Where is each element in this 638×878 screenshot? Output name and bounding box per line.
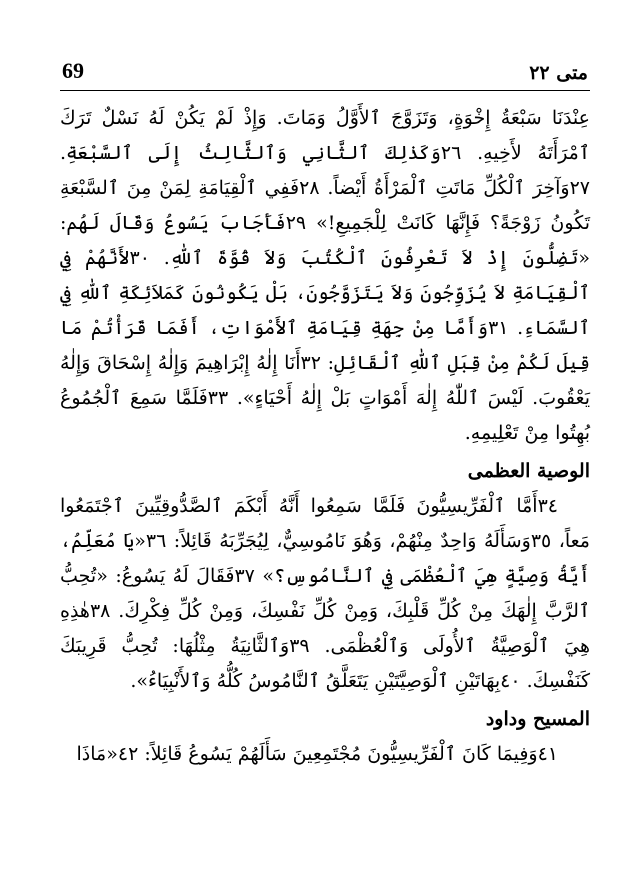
page-header bbox=[60, 58, 590, 91]
running-title: متى ٢٢ bbox=[529, 62, 588, 84]
section-paragraph-great-commandment: ٣٤أَمَّا ٱلْفَرِّيسِيُّونَ فَلَمَّا سَمِعُوا أَنَّهُ أَبْكَمَ ٱلصَّدُّوقِيِّينَ ٱجْتَمَعُوا مَعاً، ٣٥وَسَأَلَهُ وَاحِدٌ مِنْهُمْ، وَهُوَ نَامُوسِيٌّ، لِيُجَرِّبَهُ قَائِلاً: ٣٦«يَا مُعَلِّمُ، أَيَّةُ وَصِيَّةٍ هِيَ ٱلْعُظْمَى فِي ٱلنَّامُوسِ؟» ٣٧فَقَالَ لَهُ يَسُوعُ: «تُحِبُّ ٱلرَّبَّ إِلٰهَكَ مِنْ كُلِّ قَلْبِكَ، وَمِنْ كُلِّ نَفْسِكَ، وَمِنْ كُلِّ فِكْرِكَ. ٣٨هٰذِهِ هِيَ ٱلْوَصِيَّةُ ٱلأُولَى وَٱلْعُظْمَى. ٣٩وَٱلثَّانِيَةُ مِثْلُهَا: تُحِبُّ قَرِيبَكَ كَنَفْسِكَ. ٤٠بِهَاتَيْنِ ٱلْوَصِيَّتَيْنِ يَتَعَلَّقُ ٱلنَّامُوسُ كُلُّهُ وَٱلأَنْبِيَاءُ». bbox=[60, 495, 590, 692]
section-heading-christ-and-david: المسيح وداود bbox=[485, 708, 590, 730]
section-heading-great-commandment: الوصية العظمى bbox=[467, 460, 590, 482]
body-paragraph: عِنْدَنَا سَبْعَةُ إِخْوَةٍ، وَتَزَوَّجَ ٱلأَوَّلُ وَمَاتَ. وَإِذْ لَمْ يَكُنْ لَهُ نَسْلٌ تَرَكَ ٱمْرَأَتَهُ لأَخِيهِ. ٢٦وَكَذٰلِكَ ٱلثَّانِي وَٱلثَّالِثُ إِلَى ٱلسَّبْعَةِ. ٢٧وَآخِرَ ٱلْكُلِّ مَاتَتِ ٱلْمَرْأَةُ أَيْضاً. ٢٨فَفِي ٱلْقِيَامَةِ لِمَنْ مِنَ ٱلسَّبْعَةِ تَكُونُ زَوْجَةً؟ فَإِنَّهَا كَانَتْ لِلْجَمِيعِ!» ٢٩فَأَجَابَ يَسُوعُ وَقَالَ لَهُم: «تَضِلُّونَ إِذْ لاَ تَعْرِفُونَ ٱلْكُتُبَ وَلاَ قُوَّةَ ٱللّٰهِ. ٣٠لأَنَّهُمْ فِي ٱلْقِيَامَةِ لاَ يُزَوِّجُونَ وَلاَ يَتَزَوَّجُونَ، بَلْ يَكُونُونَ كَمَلاَئِكَةِ ٱللّٰهِ فِي ٱلسَّمَاءِ. ٣١وَأَمَّا مِنْ جِهَةِ قِيَامَةِ ٱلأَمْوَاتِ، أَفَمَا قَرَأْتُمْ مَا قِيلَ لَكُمْ مِنْ قِبَلِ ٱللّٰهِ ٱلْقَائِلِ: ٣٢أَنَا إِلٰهُ إِبْرَاهِيمَ وَإِلٰهُ إِسْحَاقَ وَإِلٰهُ يَعْقُوبَ. لَيْسَ ٱللّٰهُ إِلٰهَ أَمْوَاتٍ بَلْ إِلٰهُ أَحْيَاءٍ». ٣٣فَلَمَّا سَمِعَ ٱلْجُمُوعُ بُهِتُوا مِنْ تَعْلِيمِهِ. bbox=[60, 107, 591, 444]
page-content bbox=[60, 101, 590, 772]
page-number: 69 bbox=[62, 58, 84, 83]
section-paragraph-christ-and-david: ٤١وَفِيمَا كَانَ ٱلْفَرِّيسِيُّونَ مُجْتَمِعِينَ سَأَلَهُمْ يَسُوعُ قَائِلاً: ٤٢«مَاذَا bbox=[76, 743, 558, 765]
